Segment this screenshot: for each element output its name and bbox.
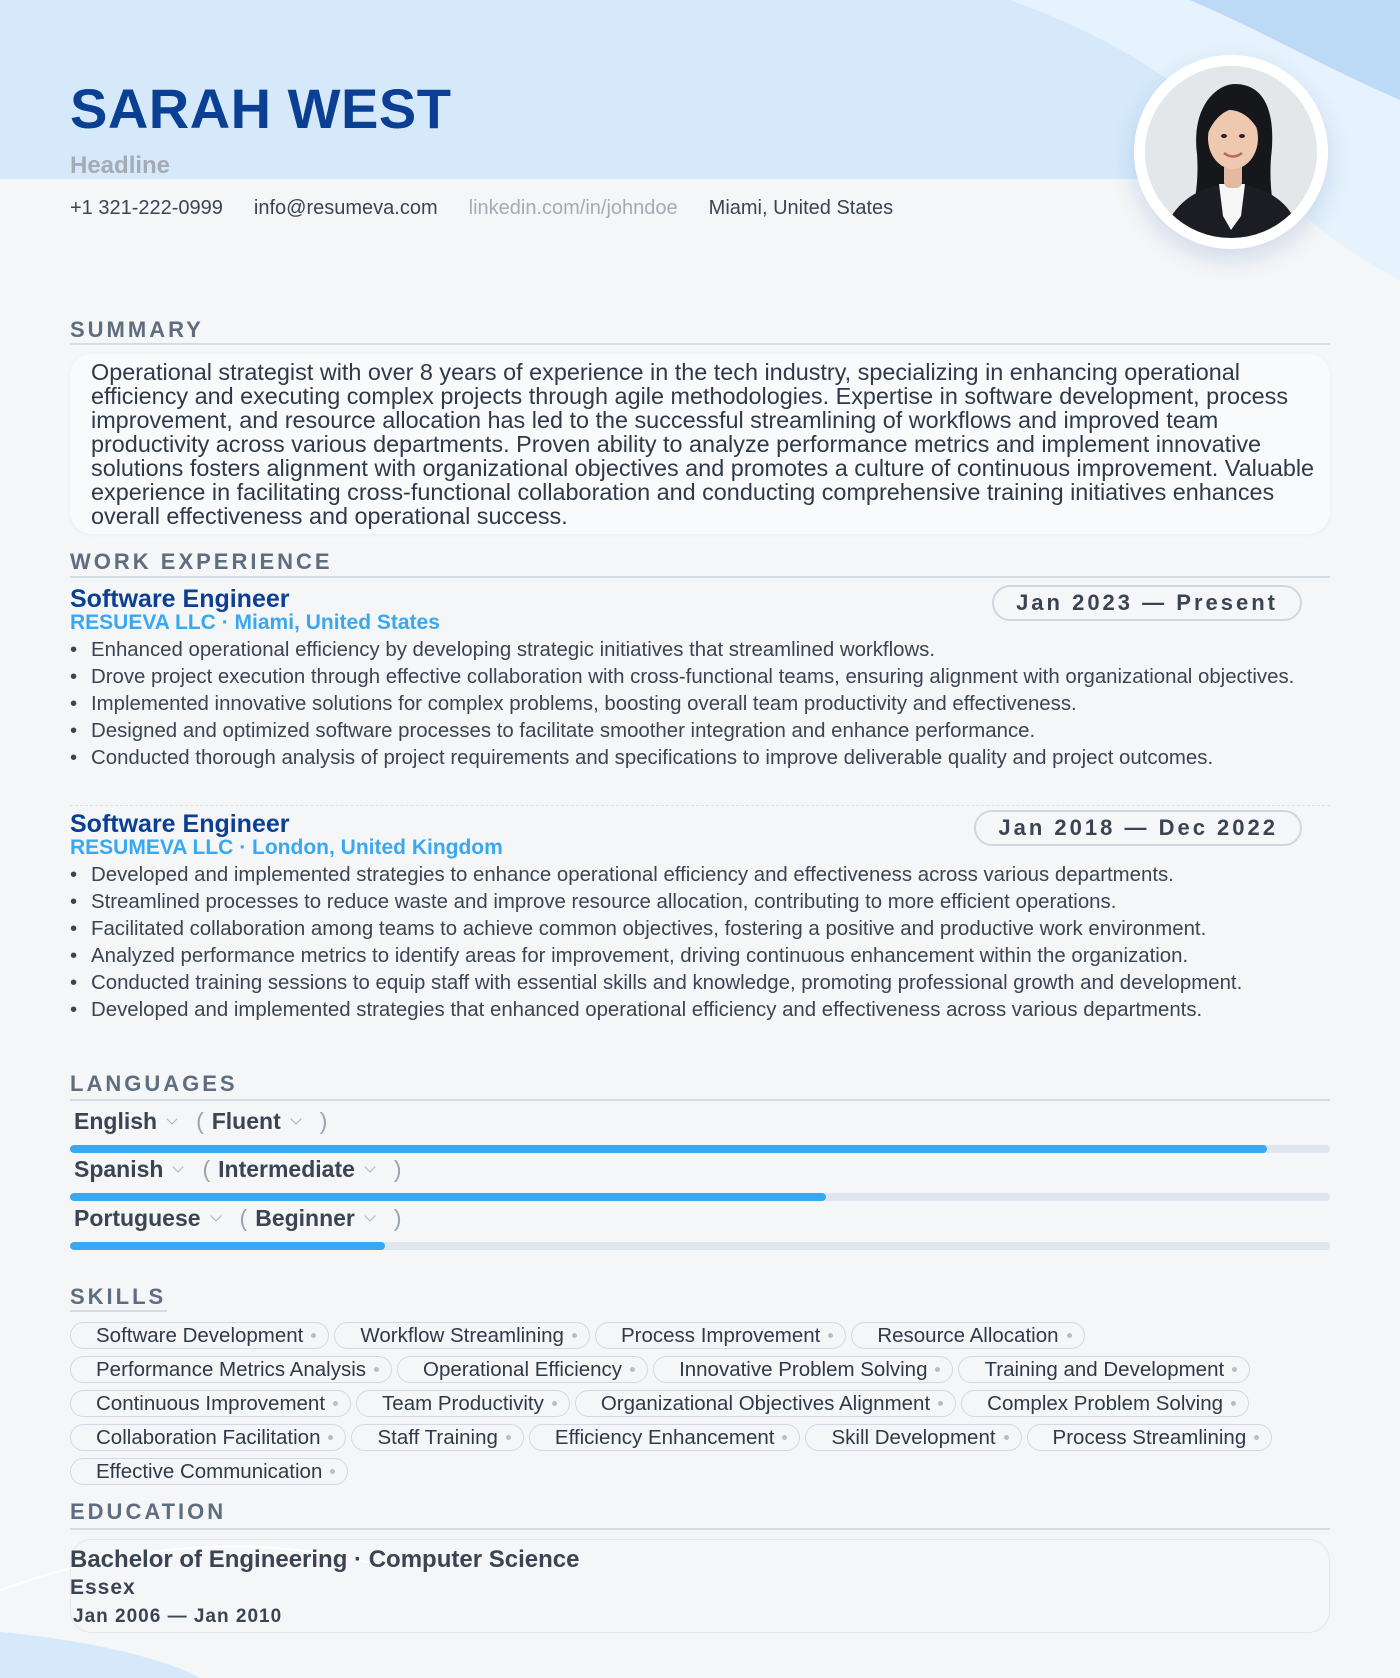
skill-label: Operational Efficiency [423,1357,623,1381]
skill-chip [397,1356,648,1383]
date-end: Dec 2022 [1158,815,1278,840]
dot-icon [506,1435,511,1440]
job-title: Software Engineer [70,585,290,613]
language-name[interactable]: Spanish [74,1156,164,1182]
bullet-item: • Drove project execution through effective collaboration with cross-functional teams, ensuring alignment with organizational objectives. [70,664,1320,691]
skill-label: Innovative Problem Solving [679,1357,928,1381]
chevron-down-icon[interactable] [290,1113,301,1124]
education-date-range [73,1606,282,1628]
job-bullets [70,862,1320,1024]
skill-label: Performance Metrics Analysis [96,1357,367,1381]
skill-label: Staff Training [377,1425,498,1449]
proficiency-fill [70,1145,1267,1153]
proficiency-bar [70,1193,1330,1201]
separator-dot: · [239,836,247,859]
date-start: Jan 2023 [1016,590,1134,615]
summary-text: Operational strategist with over 8 years of experience in the tech industry, specializing in enhancing operational efficiency and executing complex projects through agile methodologies. Expertise in software development, process improvement, and resource allocation has led to the successful streamlining of workflows and improved team productivity across various departments. Proven ability to analyze performance metrics and implement innovative solutions fosters alignment with organizational objectives and promotes a culture of continuous improvement. Valuable experience in facilitating cross-functional collaboration and conducting comprehensive training initiatives enhances overall effectiveness and operational success. [91,359,1315,529]
skill-chip [653,1356,953,1383]
divider [70,576,1330,578]
date-separator: — [167,1606,188,1627]
skill-label: Process Streamlining [1052,1425,1247,1449]
language-name[interactable]: Portuguese [74,1205,201,1231]
divider [70,1528,1330,1530]
skill-chip [70,1424,346,1451]
skill-chip [575,1390,956,1417]
skill-chip [70,1458,348,1485]
section-title-work-experience: WORK EXPERIENCE [70,549,333,574]
language-item: Spanish ( Intermediate ) [70,1156,1330,1208]
bullet-item: • Analyzed performance metrics to identify areas for improvement, driving continuous enhancement within the organization. [70,943,1320,970]
language-level[interactable]: Beginner [255,1205,355,1231]
language-name[interactable]: English [74,1108,158,1134]
skill-label: Collaboration Facilitation [96,1425,321,1449]
chevron-down-icon[interactable] [173,1161,184,1172]
date-separator: — [1142,590,1168,615]
job-company-location [70,836,503,860]
linkedin-link[interactable]: linkedin.com/in/johndoe [468,197,678,219]
bullet-item: • Conducted thorough analysis of project requirements and specifications to improve deliverable quality and project outcomes. [70,745,1320,772]
job-title: Software Engineer [70,810,290,838]
separator-dot: · [221,611,229,634]
job-bullets [70,637,1320,772]
dot-icon [935,1367,940,1372]
chevron-down-icon[interactable] [364,1210,375,1221]
dot-icon [374,1367,379,1372]
language-level[interactable]: Intermediate [218,1156,355,1182]
field-of-study: Computer Science [368,1546,580,1573]
skill-chip [961,1390,1249,1417]
dot-icon [1067,1333,1072,1338]
skill-chip [70,1356,392,1383]
skill-chip [334,1322,590,1349]
language-item: English ( Fluent ) [70,1108,1330,1160]
phone-number: +1 321-222-0999 [70,197,223,219]
section-title-languages: LANGUAGES [70,1071,238,1096]
dot-icon [828,1333,833,1338]
summary-card [70,354,1330,534]
dot-icon [1004,1435,1009,1440]
skill-label: Efficiency Enhancement [554,1425,775,1449]
bullet-item: • Developed and implemented strategies that enhanced operational efficiency and effectiveness across various departments. [70,997,1320,1024]
dot-icon [330,1469,335,1474]
divider [70,343,1330,345]
bullet-item: • Designed and optimized software processes to facilitate smoother integration and enhance performance. [70,718,1320,745]
skill-chip [70,1390,351,1417]
school-name: Essex [70,1576,136,1599]
skills-list [70,1322,1340,1485]
skill-chip [1027,1424,1273,1451]
skill-label: Workflow Streamlining [360,1323,564,1347]
skill-label: Process Improvement [620,1323,821,1347]
chevron-down-icon[interactable] [166,1113,177,1124]
language-item: Portuguese ( Beginner ) [70,1205,1330,1257]
date-end: Jan 2010 [193,1606,283,1627]
dot-icon [572,1333,577,1338]
dot-icon [311,1333,316,1338]
skill-label: Team Productivity [382,1391,544,1415]
skill-chip [595,1322,846,1349]
candidate-name: SARAH WEST [70,77,452,140]
proficiency-fill [70,1242,385,1250]
headline: Headline [70,152,171,179]
company-name: RESUEVA LLC [70,611,216,634]
divider [70,1099,1330,1101]
proficiency-bar [70,1242,1330,1250]
company-name: RESUMEVA LLC [70,836,234,859]
skill-label: Continuous Improvement [96,1391,326,1415]
portrait-image [1145,66,1317,238]
contact-row [70,197,893,220]
job-date-range [974,810,1302,846]
dot-icon [328,1435,333,1440]
job-date-range [992,585,1302,621]
skill-label: Organizational Objectives Alignment [600,1391,931,1415]
skill-label: Skill Development [831,1425,996,1449]
separator-dot: · [354,1546,363,1573]
job-divider [70,805,1330,806]
education-degree [70,1546,579,1574]
section-title-skills: SKILLS [70,1284,167,1309]
proficiency-bar [70,1145,1330,1153]
dot-icon [630,1367,635,1372]
dot-icon [1254,1435,1259,1440]
bullet-item: • Developed and implemented strategies to enhance operational efficiency and effectiveness across various departments. [70,862,1320,889]
dot-icon [938,1401,943,1406]
dot-icon [552,1401,557,1406]
skill-chip [70,1322,329,1349]
location: Miami, United States [708,197,894,219]
degree-name: Bachelor of Engineering [70,1546,348,1573]
skill-chip [529,1424,801,1451]
bullet-item: • Conducted training sessions to equip staff with essential skills and knowledge, promoting professional growth and development. [70,970,1320,997]
chevron-down-icon[interactable] [210,1210,221,1221]
skill-chip [356,1390,570,1417]
job-location: London, United Kingdom [252,836,503,859]
section-title-summary: SUMMARY [70,317,204,342]
skill-chip [351,1424,523,1451]
skill-chip [805,1424,1021,1451]
date-start: Jan 2006 [73,1606,162,1627]
skill-label: Effective Communication [96,1459,323,1483]
bullet-item: • Facilitated collaboration among teams to achieve common objectives, fostering a positive and productive work environment. [70,916,1320,943]
skill-label: Complex Problem Solving [987,1391,1223,1415]
profile-photo [1134,55,1328,249]
chevron-down-icon[interactable] [364,1161,375,1172]
dot-icon [1232,1367,1237,1372]
dot-icon [333,1401,338,1406]
skill-chip [851,1322,1084,1349]
bullet-item: • Streamlined processes to reduce waste and improve resource allocation, contributing to more efficient operations. [70,889,1320,916]
date-separator: — [1124,815,1150,840]
date-end: Present [1176,590,1278,615]
skill-label: Resource Allocation [877,1323,1059,1347]
job-location: Miami, United States [234,611,440,634]
section-title-education: EDUCATION [70,1499,227,1524]
job-company-location [70,611,440,635]
divider [70,1310,167,1312]
dot-icon [782,1435,787,1440]
language-level[interactable]: Fluent [211,1108,281,1134]
skill-label: Software Development [96,1323,304,1347]
email-address: info@resumeva.com [253,197,438,219]
bullet-item: • Enhanced operational efficiency by developing strategic initiatives that streamlined workflows. [70,637,1320,664]
bullet-item: • Implemented innovative solutions for complex problems, boosting overall team productivity and effectiveness. [70,691,1320,718]
date-start: Jan 2018 [998,815,1116,840]
skill-label: Training and Development [984,1357,1225,1381]
skill-chip [958,1356,1250,1383]
dot-icon [1231,1401,1236,1406]
proficiency-fill [70,1193,826,1201]
